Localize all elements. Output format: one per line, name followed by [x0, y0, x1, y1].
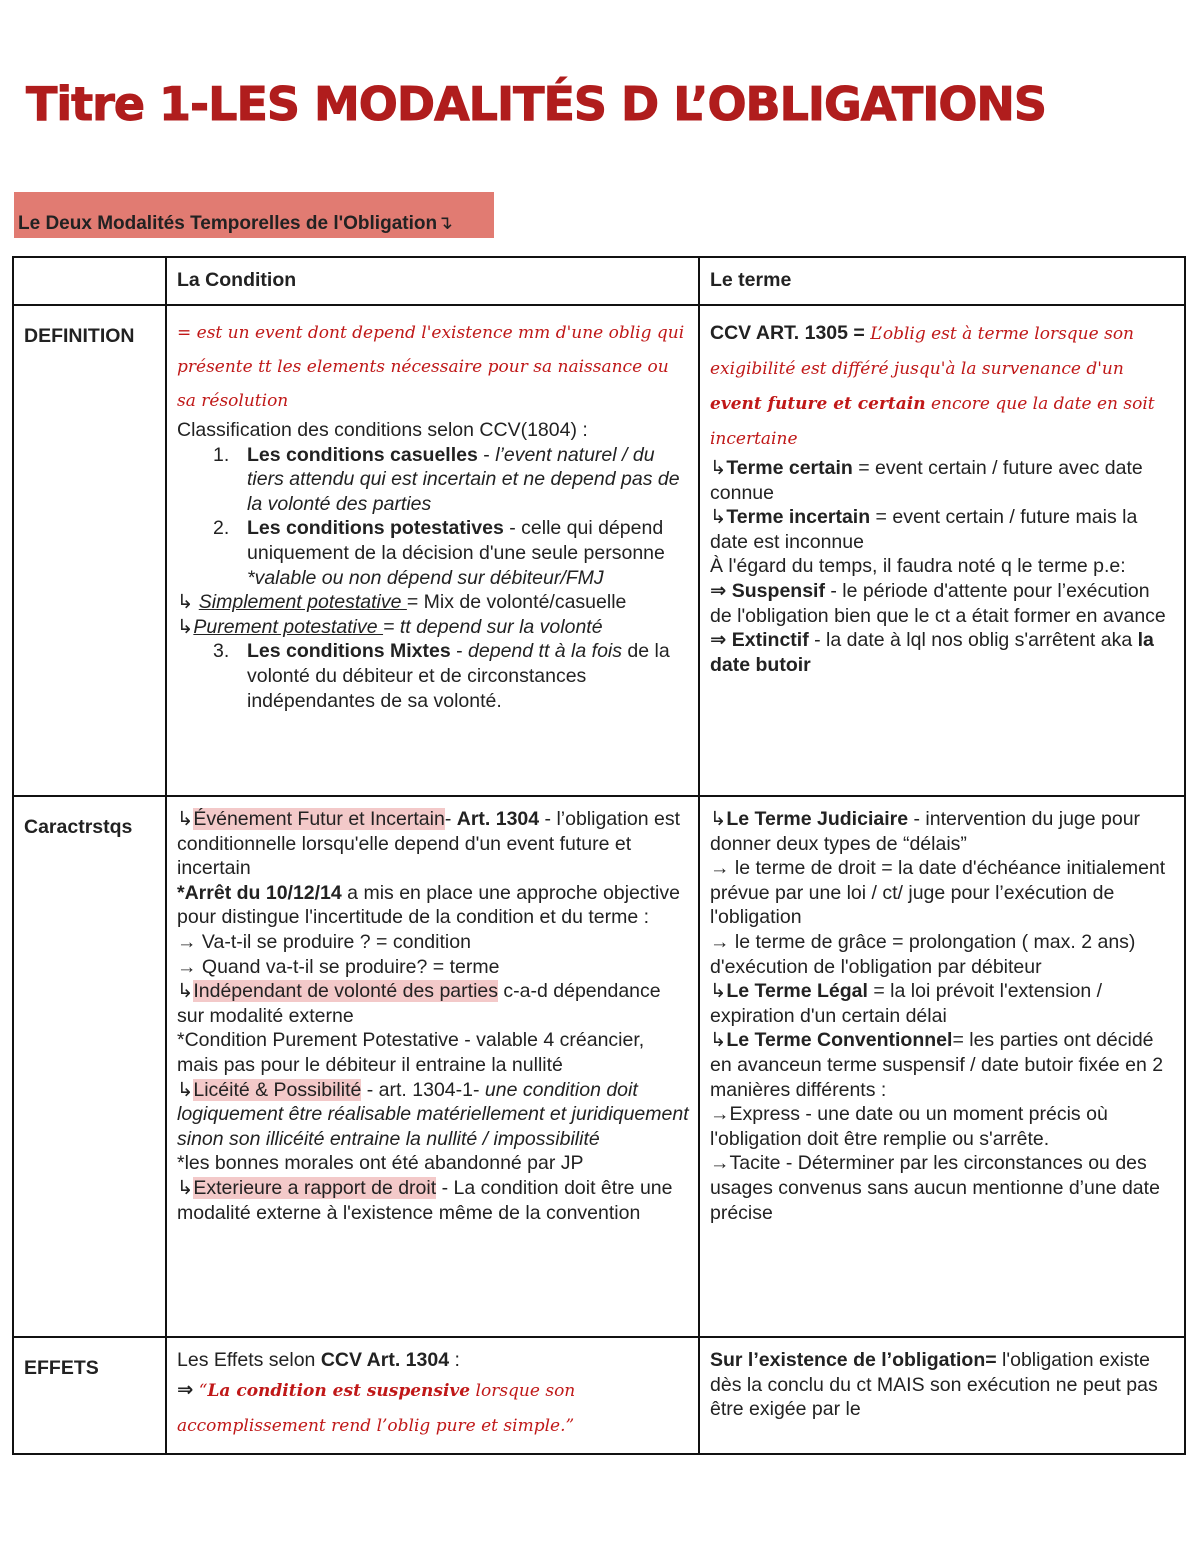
list-number: 2.	[213, 517, 230, 540]
row-label-caracteristiques: Caractrstqs	[13, 796, 166, 1337]
terme-de-grace-line: → le terme de grâce = prolongation ( max. 2 ans) d'exécution de l'obligation par débiteur	[710, 930, 1136, 978]
term-definition: l'obligation existe dès la conclu du ct MAIS son exécution ne peut pas être exigée par le	[710, 1349, 1158, 1421]
terme-certain-line	[710, 456, 1175, 505]
list-item-title: Les conditions potestatives	[247, 517, 504, 540]
terme-definition-emphasis: event future et certain	[710, 394, 926, 414]
exterieure-line	[177, 1176, 689, 1225]
definition-terme-cell	[699, 305, 1185, 796]
list-number: 3.	[213, 640, 230, 663]
terme-de-droit-line: → le terme de droit = la date d'échéance initialement prévue par une loi / ct/ juge pour l’exécution de l'obligation	[710, 857, 1166, 929]
separator: :	[449, 1349, 460, 1371]
list-number: 1.	[213, 443, 230, 466]
row-label-definition: DEFINITION	[13, 305, 166, 796]
hook-arrow-icon: ↳	[710, 457, 727, 479]
term-label: Purement potestative	[193, 615, 384, 638]
return-arrow-icon: ↴	[437, 213, 453, 234]
condition-definition-handwritten: = est un event dont depend l'existence mm d'une oblig qui présente tt les elements nécessaire pour sa naissance ou sa résolution	[177, 323, 685, 411]
term-label: Le Terme Conventionnel	[726, 1029, 953, 1052]
extinctif-line	[710, 628, 1175, 677]
document-title: Titre 1-LES MODALITÉS D L’OBLIGATIONS	[26, 77, 1047, 131]
list-item-note: *valable ou non dépend sur débiteur/FMJ	[247, 566, 604, 589]
list-item	[213, 516, 689, 590]
article-label: CCV ART. 1305 =	[710, 322, 871, 344]
liceite-line	[177, 1078, 689, 1152]
effets-condition-cell	[166, 1337, 699, 1454]
table-header-row	[13, 257, 1185, 305]
terme-definition-line	[710, 316, 1175, 456]
caracteristiques-condition-cell	[166, 796, 699, 1337]
hook-arrow-icon: ↳	[177, 615, 194, 638]
suspensif-line	[710, 579, 1175, 628]
list-item-title: Les conditions Mixtes	[247, 640, 451, 663]
hook-arrow-icon: ↳	[177, 808, 194, 830]
list-separator: -	[503, 517, 522, 540]
conditions-list-continued	[177, 639, 689, 713]
express-line: →Express - une date ou un moment précis où l'obligation doit être remplie ou s'arrête.	[710, 1103, 1108, 1150]
simplement-potestative-line	[177, 590, 689, 615]
arret-reference: *Arrêt du 10/12/14	[177, 881, 342, 904]
term-label: Sur l’existence de l’obligation=	[710, 1349, 997, 1371]
question-terme: → Quand va-t-il se produire? = terme	[177, 955, 500, 978]
row-label-effets: EFFETS	[13, 1337, 166, 1454]
effets-intro-line	[177, 1348, 689, 1373]
double-arrow-icon: ⇒	[177, 1378, 199, 1401]
table-row-effets	[13, 1337, 1185, 1454]
hook-arrow-icon: ↳	[710, 506, 727, 529]
term-definition: une condition doit logiquement être réalisable matériellement et juridiquement sinon son illicéité entraine la nullité / impossibilité	[177, 1078, 689, 1150]
section-heading-text: Le Deux Modalités Temporelles de l'Obligation	[18, 213, 438, 234]
term-definition: = la loi prévoit l'extension / expiration d'un certain délai	[710, 980, 1103, 1027]
list-item	[213, 443, 689, 517]
purement-potestative-line	[177, 615, 689, 640]
term-label: Terme certain	[726, 457, 853, 479]
term-definition: - la date à lql nos oblig s'arrêtent aka	[808, 629, 1138, 652]
terme-definition-handwritten-end: encore que la date en soit incertaine	[710, 394, 1155, 449]
term-label: Extinctif	[731, 629, 809, 652]
double-arrow-icon: ⇒	[710, 629, 732, 652]
independant-line	[177, 979, 689, 1028]
tacite-line: →Tacite - Déterminer par les circonstances ou des usages convenus sans aucun mentionne d’une date précise	[710, 1152, 1160, 1224]
terme-definition-handwritten: L’oblig est à terme lorsque son exigibilité est différé jusqu'à la survenance d'un	[710, 324, 1135, 379]
hook-arrow-icon: ↳	[177, 591, 199, 614]
term-definition: = tt depend sur la volonté	[383, 615, 603, 638]
evenement-futur-line	[177, 807, 689, 881]
terme-judiciaire-line	[710, 807, 1175, 856]
header-empty-cell	[13, 257, 166, 305]
header-terme: Le terme	[699, 257, 1185, 305]
list-item-description-rest: de la volonté du débiteur et de circonstances indépendantes de sa volonté.	[247, 640, 670, 712]
term-definition: = event certain / future avec date connue	[710, 457, 1143, 504]
double-arrow-icon: ⇒	[710, 579, 732, 602]
effets-intro: Les Effets selon	[177, 1349, 321, 1371]
highlighted-term: Indépendant de volonté des parties	[193, 980, 498, 1003]
effets-terme-cell	[699, 1337, 1185, 1454]
definition-condition-cell	[166, 305, 699, 796]
arret-line	[177, 881, 689, 930]
highlighted-term: Événement Futur et Incertain	[193, 808, 445, 830]
conditions-list	[177, 443, 689, 591]
terme-conventionnel-line	[710, 1028, 1175, 1102]
modalites-table	[12, 256, 1186, 1455]
hook-arrow-icon: ↳	[710, 808, 727, 830]
list-item-description: celle qui dépend uniquement de la décision d'une seule personne	[247, 517, 665, 564]
highlighted-term: Licéité & Possibilité	[193, 1078, 362, 1101]
list-separator: -	[450, 640, 469, 663]
term-label: Simplement potestative	[198, 591, 407, 614]
article-reference: CCV Art. 1304	[320, 1349, 450, 1371]
arret-description: a mis en place une approche objective pour distingue l'incertitude de la condition et du terme :	[177, 881, 680, 929]
term-definition: = event certain / future mais la date est inconnue	[710, 506, 1138, 553]
term-definition: - La condition doit être une modalité externe à l'existence même de la convention	[177, 1176, 673, 1224]
section-heading	[14, 192, 494, 238]
term-definition: - intervention du juge pour donner deux types de “délais”	[710, 808, 1141, 855]
header-condition: La Condition	[166, 257, 699, 305]
list-item-title: Les conditions casuelles	[247, 443, 478, 466]
bonnes-morales-note: *les bonnes morales ont été abandonné par JP	[177, 1152, 584, 1175]
term-label: Le Terme Légal	[726, 980, 868, 1003]
terme-legal-line	[710, 979, 1175, 1028]
effets-condition-line	[177, 1373, 689, 1443]
list-item-description: l’event naturel / du tiers attendu qui est incertain et ne depend pas de la volonté des parties	[247, 443, 680, 515]
purement-potestative-note: *Condition Purement Potestative - valable 4 créancier, mais pas pour le débiteur il entraine la nullité	[177, 1029, 645, 1076]
effets-handwritten: lorsque son accomplissement rend l’oblig pure et simple.”	[177, 1380, 576, 1436]
caracteristiques-terme-cell	[699, 796, 1185, 1337]
hook-arrow-icon: ↳	[710, 980, 727, 1003]
list-item	[213, 639, 689, 713]
list-item-description: depend tt à la fois	[468, 640, 622, 663]
question-condition: → Va-t-il se produire ? = condition	[177, 930, 471, 953]
highlighted-term: Exterieure a rapport de droit	[193, 1176, 437, 1199]
effets-emphasis: La condition est suspensive	[207, 1380, 471, 1401]
list-separator: -	[477, 443, 496, 466]
term-label: Le Terme Judiciaire	[726, 808, 909, 830]
table-row-caracteristiques	[13, 796, 1185, 1337]
terme-incertain-line	[710, 505, 1175, 554]
term-emphasis: la date butoir	[710, 629, 1154, 676]
article-reference: - art. 1304-1-	[361, 1078, 485, 1101]
term-label: Terme incertain	[726, 506, 871, 529]
term-definition: = les parties ont décidé en avanceun terme suspensif / date butoir fixée en 2 manières différents :	[710, 1029, 1164, 1101]
hook-arrow-icon: ↳	[177, 980, 194, 1003]
hook-arrow-icon: ↳	[177, 1078, 194, 1101]
table-row-definition	[13, 305, 1185, 796]
article-reference: Art. 1304	[456, 808, 540, 830]
hook-arrow-icon: ↳	[177, 1176, 194, 1199]
effets-terme-line	[710, 1348, 1175, 1422]
separator: -	[444, 808, 457, 830]
quote-mark: “	[198, 1380, 208, 1401]
term-definition: = Mix de volonté/casuelle	[406, 591, 627, 614]
classification-text: Classification des conditions selon CCV(1804) :	[177, 419, 588, 441]
term-label: Suspensif	[731, 579, 825, 602]
term-definition: c-a-d dépendance sur modalité externe	[177, 980, 661, 1027]
hook-arrow-icon: ↳	[710, 1029, 727, 1052]
term-definition: - le période d'attente pour l’exécution de l'obligation bien que le ct a était former en avance	[710, 579, 1166, 627]
egard-text: À l'égard du temps, il faudra noté q le terme p.e:	[710, 555, 1126, 578]
term-definition: - l’obligation est conditionnelle lorsqu'elle depend d'un event future et incertain	[177, 808, 681, 880]
